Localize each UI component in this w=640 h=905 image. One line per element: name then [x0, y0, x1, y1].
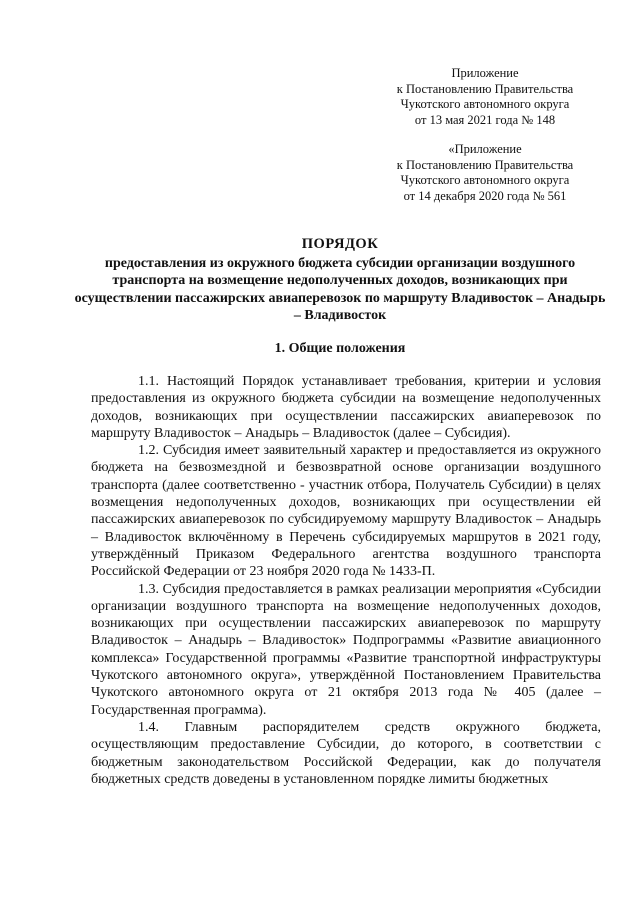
appendix-date-line: от 14 декабря 2020 года № 561 [403, 188, 567, 203]
paragraph-1-1: 1.1. Настоящий Порядок устанавливает требования, критерии и условия предоставления из окружного бюджета субсидии на возмещение недополученных доходов, возникающих при осуществлении пассажирских авиаперевозок по маршруту Владивосток – Анадырь – Владивосток (далее – Субсидия). [91, 374, 601, 441]
appendix-label: Приложение [451, 66, 519, 80]
paragraph-1-3: 1.3. Субсидия предоставляется в рамках реализации мероприятия «Субсидии организации воздушного транспорта на возмещение недополученных доходов, возникающих при осуществлении пассажирских авиаперевозок по маршруту Владивосток – Анадырь – Владивосток» Подпрограммы «Развитие авиационного комплекса» Государственной программы «Развитие транспортной инфраструктуры Чукотского автономного округа», утверждённой Постановлением Правительства Чукотского автономного округа от 21 октября 2013 года № 405 (далее – Государственная программа). [91, 581, 601, 718]
document-title-block [70, 236, 610, 325]
section-heading: 1. Общие положения [274, 341, 406, 356]
document-title: ПОРЯДОК [301, 236, 379, 252]
paragraph-1-4: 1.4. Главным распорядителем средств окружного бюджета, осуществляющим предоставление Субсидии, до которого, в соответствии с бюджетным законодательством Российской Федерации, как до получателя бюджетных средств доведены в установленном порядке лимиты бюджетных [91, 719, 601, 787]
appendix-region-line: Чукотского автономного округа [400, 97, 570, 111]
appendix-region-line: Чукотского автономного округа [400, 173, 570, 187]
appendix-resolution-line: к Постановлению Правительства [396, 157, 574, 172]
appendix-label: «Приложение [448, 142, 522, 156]
appendix-note-original [380, 142, 590, 204]
appendix-note-current [380, 66, 590, 128]
document-subtitle: предоставления из окружного бюджета субсидии организации воздушного транспорта на возмещение недополученных доходов, возникающих при осуществлении пассажирских авиаперевозок по маршруту Владивосток – Анадырь – Владивосток [74, 255, 606, 323]
section-body [91, 373, 601, 788]
paragraph-1-2: 1.2. Субсидия имеет заявительный характер и предоставляется из окружного бюджета на безвозмездной и безвозвратной основе организации воздушного транспорта (далее соответственно - участник отбора, Получатель Субсидии) в целях возмещения недополученных доходов, возникающих при осуществлении ей пассажирских авиаперевозок по субсидируемому маршруту Владивосток – Анадырь – Владивосток включённому в Перечень субсидируемых маршрутов в 2021 году, утверждённый Приказом Федерального агентства воздушного транспорта Российской Федерации от 23 ноября 2020 года № 1433-П. [91, 443, 601, 580]
appendix-resolution-line: к Постановлению Правительства [396, 81, 574, 96]
appendix-date-line: от 13 мая 2021 года № 148 [414, 112, 556, 127]
